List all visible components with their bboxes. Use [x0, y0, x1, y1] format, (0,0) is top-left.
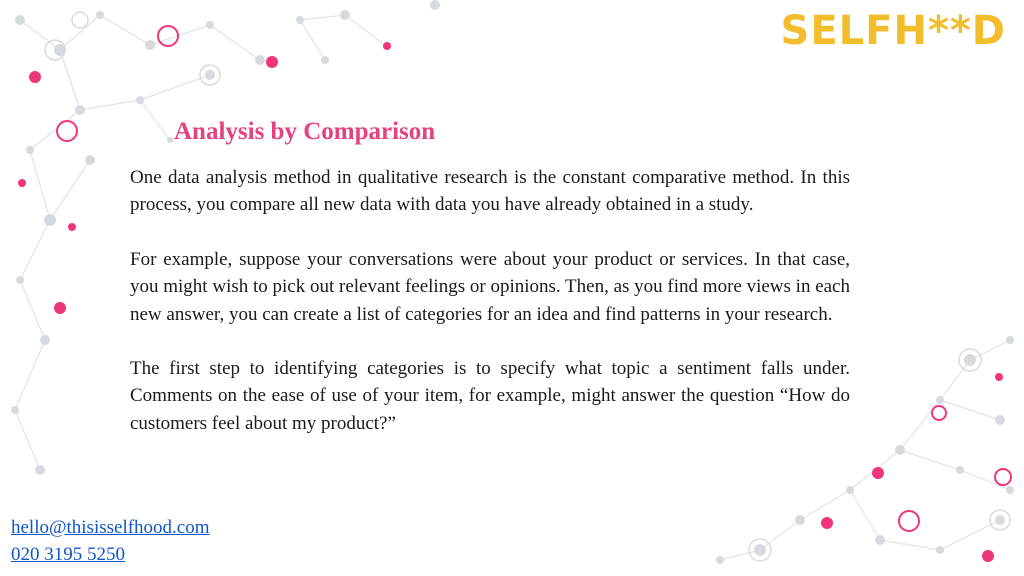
- email-link[interactable]: hello@thisisselfhood.com: [11, 517, 210, 538]
- brand-logo: SELFH**D: [780, 8, 1006, 54]
- contact-info: [11, 514, 210, 568]
- paragraph: One data analysis method in qualitative research is the constant comparative method. In this process, you compare all new data with data you have already obtained in a study.: [130, 167, 850, 216]
- phone-link[interactable]: 020 3195 5250: [11, 544, 125, 565]
- slide-title: Analysis by Comparison: [174, 118, 436, 145]
- paragraph: For example, suppose your conversations were about your product or services. In that case, you might wish to pick out relevant feelings or opinions. Then, as you find more views in each new answer, you can create a list of categories for an idea and find patterns in your research.: [130, 248, 850, 325]
- body-text: [130, 164, 850, 464]
- paragraph: The first step to identifying categories is to specify what topic a sentiment falls under. Comments on the ease of use of your item, for example, might answer the question “How do customers feel about my product?”: [130, 358, 850, 434]
